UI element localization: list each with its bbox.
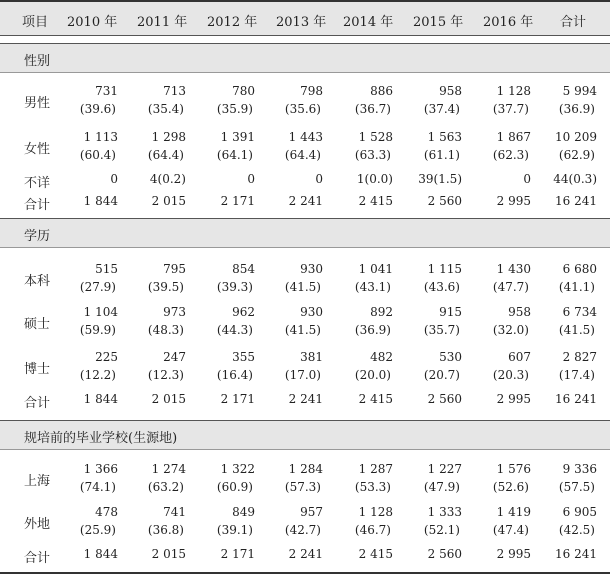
value-cell: 16 241 (555, 392, 597, 406)
percent-cell: (74.1) (79, 480, 116, 494)
header-cell: 项目 (22, 15, 49, 30)
value-cell: 1 298 (151, 130, 186, 144)
value-cell: 607 (508, 350, 531, 364)
value-cell: 478 (95, 505, 118, 519)
percent-cell: (62.9) (558, 148, 595, 162)
percent-cell: (64.4) (147, 148, 184, 162)
percent-cell: (46.7) (354, 523, 391, 537)
percent-cell: (64.4) (284, 148, 321, 162)
value-cell: 247 (163, 350, 186, 364)
value-cell: 886 (370, 84, 393, 98)
value-cell: 2 827 (562, 350, 597, 364)
value-cell: 780 (232, 84, 255, 98)
percent-cell: (60.9) (216, 480, 253, 494)
percent-cell: (17.4) (558, 368, 595, 382)
value-cell: 0 (523, 172, 531, 186)
percent-cell: (63.2) (147, 480, 184, 494)
percent-cell: (47.4) (492, 523, 529, 537)
percent-cell: (39.6) (79, 102, 116, 116)
value-cell: 2 015 (151, 392, 186, 406)
value-cell: 16 241 (555, 547, 597, 561)
value-cell: 0 (110, 172, 118, 186)
percent-cell: (52.6) (492, 480, 529, 494)
row-label: 上海 (24, 474, 51, 489)
value-cell: 930 (300, 262, 323, 276)
value-cell: 482 (370, 350, 393, 364)
value-cell: 2 415 (358, 392, 393, 406)
percent-cell: (64.1) (216, 148, 253, 162)
section-title: 性别 (24, 54, 51, 69)
value-cell: 1 128 (496, 84, 531, 98)
header-cell: 2013 年 (276, 15, 327, 30)
header-cell: 2012 年 (207, 15, 258, 30)
section-title: 学历 (24, 229, 51, 244)
value-cell: 1 844 (83, 194, 118, 208)
value-cell: 962 (232, 305, 255, 319)
value-cell: 798 (300, 84, 323, 98)
value-cell: 1 844 (83, 392, 118, 406)
value-cell: 1 443 (288, 130, 323, 144)
value-cell: 16 241 (555, 194, 597, 208)
value-cell: 930 (300, 305, 323, 319)
value-cell: 1 115 (427, 262, 462, 276)
percent-cell: (36.8) (147, 523, 184, 537)
section-header (0, 43, 610, 73)
value-cell: 1 287 (358, 462, 393, 476)
percent-cell: (41.5) (558, 323, 595, 337)
value-cell: 6 734 (562, 305, 597, 319)
percent-cell: (43.6) (423, 280, 460, 294)
value-cell: 0 (315, 172, 323, 186)
value-cell: 2 995 (496, 194, 531, 208)
value-cell: 0 (247, 172, 255, 186)
value-cell: 1 274 (151, 462, 186, 476)
value-cell: 10 209 (555, 130, 597, 144)
row-label: 女性 (24, 142, 51, 157)
value-cell: 2 560 (427, 547, 462, 561)
value-cell: 515 (95, 262, 118, 276)
row-label: 不详 (24, 176, 51, 191)
value-cell: 1 430 (496, 262, 531, 276)
value-cell: 713 (163, 84, 186, 98)
value-cell: 2 015 (151, 547, 186, 561)
percent-cell: (25.9) (79, 523, 116, 537)
value-cell: 1 366 (83, 462, 118, 476)
value-cell: 2 171 (220, 392, 255, 406)
percent-cell: (32.0) (492, 323, 529, 337)
row-label: 硕士 (24, 317, 51, 332)
percent-cell: (39.1) (216, 523, 253, 537)
value-cell: 6 680 (562, 262, 597, 276)
percent-cell: (12.2) (79, 368, 116, 382)
percent-cell: (41.5) (284, 323, 321, 337)
value-cell: 2 241 (288, 547, 323, 561)
value-cell: 2 415 (358, 194, 393, 208)
percent-cell: (36.7) (354, 102, 391, 116)
value-cell: 2 241 (288, 392, 323, 406)
value-cell: 2 560 (427, 194, 462, 208)
value-cell: 381 (300, 350, 323, 364)
percent-cell: (52.1) (423, 523, 460, 537)
header-cell: 2015 年 (413, 15, 464, 30)
row-label: 合计 (24, 551, 51, 566)
section-title: 规培前的毕业学校(生源地) (24, 431, 178, 446)
percent-cell: (37.4) (423, 102, 460, 116)
table-bottom-rule (0, 572, 610, 574)
percent-cell: (60.4) (79, 148, 116, 162)
value-cell: 1 128 (358, 505, 393, 519)
percent-cell: (12.3) (147, 368, 184, 382)
row-label: 外地 (24, 517, 51, 532)
percent-cell: (59.9) (79, 323, 116, 337)
section-header (0, 218, 610, 248)
percent-cell: (62.3) (492, 148, 529, 162)
row-label: 合计 (24, 396, 51, 411)
value-cell: 2 995 (496, 392, 531, 406)
value-cell: 39(1.5) (418, 172, 462, 186)
percent-cell: (27.9) (79, 280, 116, 294)
percent-cell: (41.5) (284, 280, 321, 294)
value-cell: 2 241 (288, 194, 323, 208)
value-cell: 958 (439, 84, 462, 98)
value-cell: 5 994 (562, 84, 597, 98)
percent-cell: (35.6) (284, 102, 321, 116)
percent-cell: (41.1) (558, 280, 595, 294)
percent-cell: (57.5) (558, 480, 595, 494)
header-cell: 2010 年 (67, 15, 118, 30)
header-cell: 2016 年 (483, 15, 534, 30)
value-cell: 1 867 (496, 130, 531, 144)
percent-cell: (43.1) (354, 280, 391, 294)
value-cell: 2 171 (220, 194, 255, 208)
value-cell: 44(0.3) (553, 172, 597, 186)
value-cell: 1 104 (83, 305, 118, 319)
value-cell: 1 227 (427, 462, 462, 476)
value-cell: 1 844 (83, 547, 118, 561)
value-cell: 2 415 (358, 547, 393, 561)
percent-cell: (57.3) (284, 480, 321, 494)
value-cell: 1 333 (427, 505, 462, 519)
value-cell: 1 528 (358, 130, 393, 144)
header-cell: 合计 (560, 15, 587, 30)
percent-cell: (48.3) (147, 323, 184, 337)
row-label: 本科 (24, 274, 51, 289)
value-cell: 957 (300, 505, 323, 519)
value-cell: 1(0.0) (356, 172, 393, 186)
percent-cell: (20.3) (492, 368, 529, 382)
value-cell: 2 995 (496, 547, 531, 561)
percent-cell: (35.9) (216, 102, 253, 116)
header-cell: 2011 年 (137, 15, 188, 30)
percent-cell: (20.7) (423, 368, 460, 382)
value-cell: 1 322 (220, 462, 255, 476)
value-cell: 915 (439, 305, 462, 319)
percent-cell: (53.3) (354, 480, 391, 494)
value-cell: 849 (232, 505, 255, 519)
value-cell: 6 905 (562, 505, 597, 519)
percent-cell: (42.7) (284, 523, 321, 537)
percent-cell: (47.7) (492, 280, 529, 294)
value-cell: 731 (95, 84, 118, 98)
value-cell: 530 (439, 350, 462, 364)
percent-cell: (37.7) (492, 102, 529, 116)
header-cell: 2014 年 (343, 15, 394, 30)
value-cell: 1 113 (83, 130, 118, 144)
value-cell: 355 (232, 350, 255, 364)
percent-cell: (42.5) (558, 523, 595, 537)
value-cell: 1 419 (496, 505, 531, 519)
row-label: 男性 (24, 96, 51, 111)
value-cell: 1 391 (220, 130, 255, 144)
value-cell: 225 (95, 350, 118, 364)
row-label: 博士 (24, 362, 51, 377)
value-cell: 973 (163, 305, 186, 319)
value-cell: 892 (370, 305, 393, 319)
percent-cell: (63.3) (354, 148, 391, 162)
value-cell: 1 576 (496, 462, 531, 476)
percent-cell: (44.3) (216, 323, 253, 337)
percent-cell: (20.0) (354, 368, 391, 382)
value-cell: 854 (232, 262, 255, 276)
percent-cell: (39.5) (147, 280, 184, 294)
value-cell: 1 563 (427, 130, 462, 144)
section-header (0, 420, 610, 450)
value-cell: 958 (508, 305, 531, 319)
percent-cell: (36.9) (354, 323, 391, 337)
value-cell: 4(0.2) (149, 172, 186, 186)
percent-cell: (39.3) (216, 280, 253, 294)
value-cell: 2 560 (427, 392, 462, 406)
percent-cell: (36.9) (558, 102, 595, 116)
value-cell: 1 284 (288, 462, 323, 476)
value-cell: 1 041 (358, 262, 393, 276)
value-cell: 2 015 (151, 194, 186, 208)
percent-cell: (47.9) (423, 480, 460, 494)
percent-cell: (17.0) (284, 368, 321, 382)
percent-cell: (35.4) (147, 102, 184, 116)
row-label: 合计 (24, 198, 51, 213)
percent-cell: (35.7) (423, 323, 460, 337)
percent-cell: (16.4) (216, 368, 253, 382)
value-cell: 2 171 (220, 547, 255, 561)
value-cell: 741 (163, 505, 186, 519)
percent-cell: (61.1) (423, 148, 460, 162)
value-cell: 9 336 (562, 462, 597, 476)
value-cell: 795 (163, 262, 186, 276)
